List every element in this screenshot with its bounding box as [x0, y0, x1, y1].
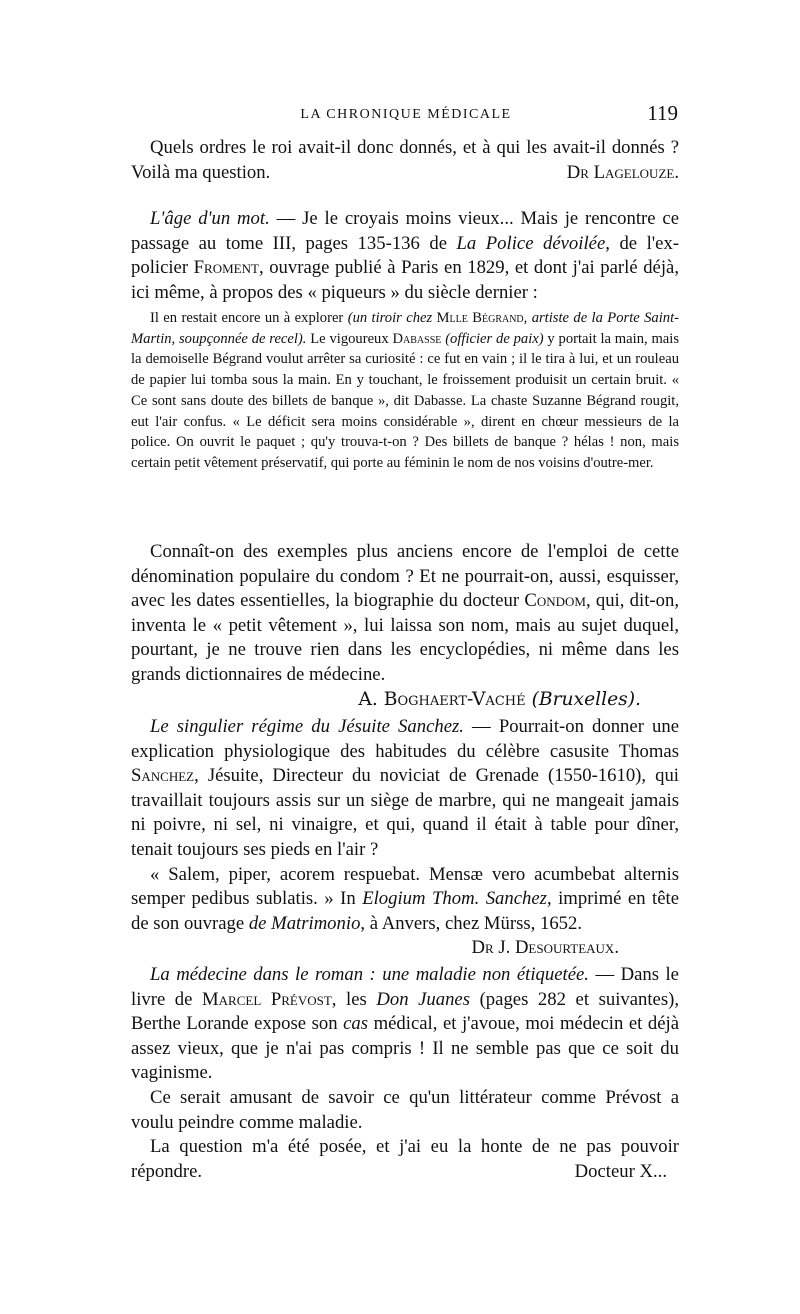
- signature-name: A. Boghaert-Vaché: [358, 688, 526, 710]
- paragraph-text: , Jésuite, Directeur du noviciat de Grenade (1550-1610), qui travaillait toujours assis sur un siège de marbre, qui ne mangeait jamais ni poivre, ni sel, ni vinaigre, et qui, quand il était à table pour dîner, tenait toujours ses pieds en l'air ?: [131, 765, 679, 860]
- author-name: Froment: [193, 257, 259, 279]
- paragraph: [131, 540, 679, 688]
- paragraph-text: , qui, dit-on, inventa le « petit vêtement », lui laissa son nom, mais au sujet duquel, pourtant, je ne trouve rien dans les encyclopédies, ni même dans les grands dictionnaires de médecine.: [131, 590, 679, 685]
- paragraph-text: « Salem, piper, acorem respuebat. Mensæ vero acumbebat alternis semper pedibus sublatis. » In: [131, 863, 679, 910]
- article-title: La médecine dans le roman : une maladie non étiquetée.: [150, 964, 589, 985]
- cited-work: Don Juanes: [376, 988, 471, 1010]
- signature: [131, 688, 679, 713]
- letter-lagelouze: [131, 136, 679, 185]
- paragraph: [131, 207, 679, 305]
- signature: Dr Lagelouze.: [566, 161, 679, 183]
- quote-italic: (un tiroir chez: [347, 310, 433, 326]
- quote-text: y portait la main, mais la demoiselle Bégrand voulut arrêter sa curiosité : ce fut en vain ; il le tira à lui, et un rouleau de papier lui tomba sous la main. En y touchant, le froissement produisit un certain bruit. « Ce sont sans doute des billets de banque », dit Dabasse. La chaste Suzanne Bégrand rougit, eut l'air confus. « Le déficit sera moins considérable », dirent en chœur messieurs de la police. On ouvrit le paquet ; qu'y trouva-t-on ? Des billets de banque ? hélas ! non, mais certain petit vêtement préservatif, qui porte au féminin le nom de nos voisins d'outre-mer.: [131, 330, 680, 471]
- article-age-dun-mot: [131, 207, 679, 305]
- paragraph-text: La question m'a été posée, et j'ai eu la honte de ne pas pouvoir répondre.: [131, 1136, 679, 1182]
- article-sanchez: [131, 715, 679, 961]
- quote-paragraph: [131, 308, 679, 474]
- article-condom: [131, 540, 679, 712]
- italic-word: cas: [343, 1013, 369, 1035]
- paragraph-text: — Pourrait-on donner une explication physiologique des habitudes du célèbre casusite Thomas: [131, 716, 679, 762]
- paragraph-text: — Dans le livre de: [131, 964, 679, 1010]
- cited-work: La Police dévoilée: [456, 232, 606, 254]
- running-title: LA CHRONIQUE MÉDICALE: [300, 107, 512, 122]
- paragraph-text: Connaît-on des exemples plus anciens encore de l'emploi de cette dénomination populaire du condom ? Et ne pourrait-on, aussi, esquisser, avec les dates essentielles, la biographie du docteur: [131, 541, 679, 612]
- article-medecine-roman: [131, 963, 679, 1184]
- article-title: L'âge d'un mot.: [150, 208, 270, 229]
- paragraph-text: , de l'ex-policier: [131, 232, 680, 279]
- paragraph-text: — Je le croyais moins vieux... Mais je rencontre ce passage au tome III, pages 135-136 de: [131, 208, 679, 254]
- paragraph: [131, 963, 679, 1086]
- quote-text: Le vigoureux: [306, 330, 393, 347]
- signature: Dr J. Desourteaux.: [471, 937, 619, 959]
- quote-text: Il en restait encore un à explorer: [150, 310, 348, 326]
- paragraph-text: , ouvrage publié à Paris en 1829, et dont j'ai parlé déjà, ici même, à propos des « piqueurs » du siècle dernier :: [131, 257, 680, 303]
- paragraph-text: Ce serait amusant de savoir ce qu'un littérateur comme Prévost a voulu peindre comme maladie.: [131, 1086, 679, 1133]
- paragraph: [131, 1086, 679, 1135]
- paragraph-text: , à Anvers, chez Mürss, 1652.: [360, 912, 583, 934]
- page-header: [132, 101, 680, 131]
- cited-work: Elogium Thom. Sanchez: [362, 888, 547, 910]
- paragraph-text: (pages 282 et suivantes), Berthe Lorande expose son: [131, 988, 680, 1035]
- block-quote: [131, 308, 679, 474]
- signature-place: (Bruxelles).: [531, 688, 641, 710]
- paragraph-text: médical, et j'avoue, moi médecin et déjà assez vieux, que je n'ai pas compris ! Il ne semble pas que ce soit du vaginisme.: [131, 1013, 679, 1084]
- quote-italic: (officier de paix): [441, 330, 544, 347]
- paragraph: [131, 136, 679, 185]
- paragraph: [131, 1135, 679, 1184]
- signature: Docteur X...: [574, 1160, 667, 1182]
- author-name: Marcel Prévost: [202, 988, 332, 1010]
- paragraph-text: , les: [331, 988, 377, 1010]
- paragraph-text: , imprimé en tête de son ouvrage: [131, 888, 680, 934]
- person-name: Dabasse: [392, 330, 442, 347]
- person-name: Mlle Bégrand: [432, 310, 524, 326]
- paragraph: [131, 715, 679, 863]
- cited-work: de Matrimonio: [248, 912, 361, 934]
- person-name: Sanchez: [131, 765, 195, 787]
- article-title: Le singulier régime du Jésuite Sanchez.: [150, 716, 464, 737]
- person-name: Condom: [524, 590, 586, 612]
- paragraph-text: Quels ordres le roi avait-il donc donnés, et à qui les avait-il donnés ? Voilà ma question.: [131, 137, 679, 183]
- page-number: 119: [647, 101, 678, 125]
- paragraph: [131, 863, 680, 959]
- quote-italic: , artiste de la Porte Saint-Martin, soupçonnée de recel).: [131, 310, 679, 347]
